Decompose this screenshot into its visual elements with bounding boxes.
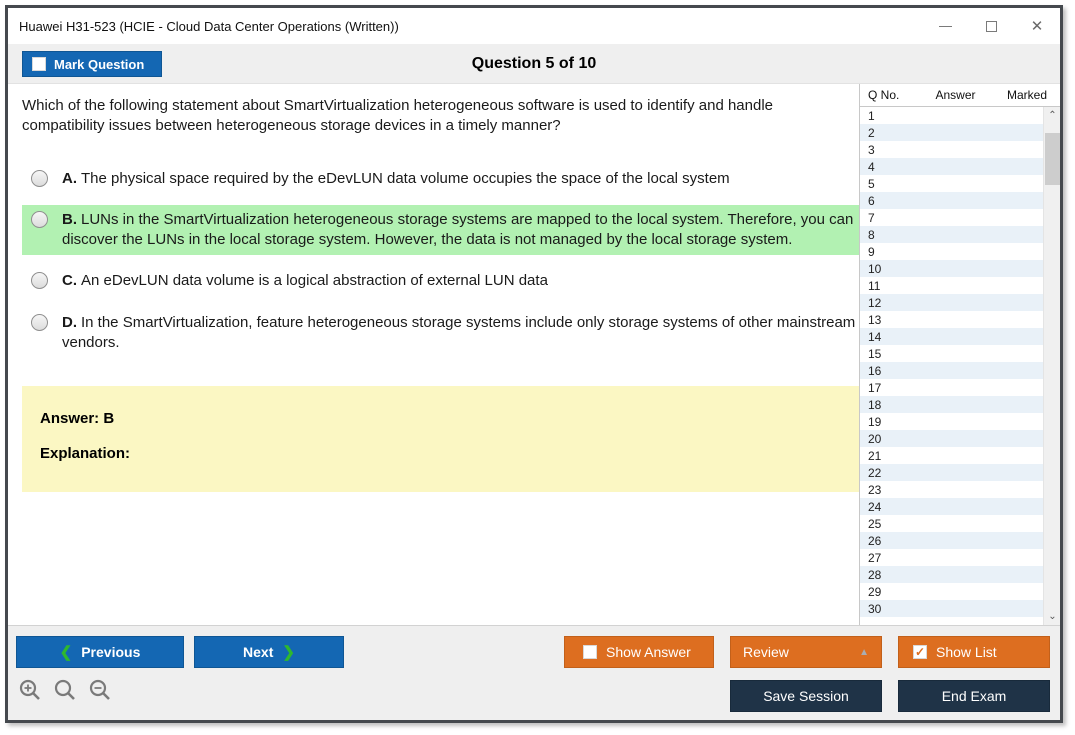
question-list-row[interactable]: 20 — [860, 430, 1043, 447]
next-label: Next — [243, 644, 274, 660]
scroll-up-icon[interactable]: ⌃ — [1048, 110, 1057, 121]
question-list-row[interactable]: 11 — [860, 277, 1043, 294]
question-list-row[interactable]: 27 — [860, 549, 1043, 566]
show-answer-checkbox[interactable] — [583, 645, 597, 659]
radio-button[interactable] — [31, 211, 48, 228]
maximize-icon — [986, 21, 997, 32]
question-list-row[interactable]: 5 — [860, 175, 1043, 192]
mark-question-label: Mark Question — [54, 56, 145, 72]
question-list-row[interactable]: 21 — [860, 447, 1043, 464]
question-list-header — [860, 84, 1060, 107]
question-list-row[interactable]: 16 — [860, 362, 1043, 379]
answer-option[interactable] — [22, 164, 859, 194]
minimize-icon — [939, 26, 952, 27]
chevron-right-icon: ❯ — [282, 644, 295, 661]
footer-bar — [8, 625, 1060, 723]
question-list-row[interactable]: 24 — [860, 498, 1043, 515]
scroll-down-icon[interactable]: ⌄ — [1048, 611, 1057, 622]
question-list-row[interactable]: 23 — [860, 481, 1043, 498]
review-dropdown[interactable] — [730, 636, 882, 668]
column-answer: Answer — [935, 88, 976, 102]
question-list-row[interactable]: 30 — [860, 600, 1043, 617]
answer-option[interactable] — [22, 205, 859, 256]
question-list-row[interactable]: 1 — [860, 107, 1043, 124]
minimize-button[interactable] — [922, 8, 968, 44]
column-qno: Q No. — [868, 88, 900, 102]
show-list-button[interactable] — [898, 636, 1050, 668]
answer-label: Answer: B — [40, 410, 115, 427]
option-letter: C. — [62, 272, 77, 290]
review-label: Review — [743, 644, 789, 660]
option-letter: A. — [62, 169, 77, 187]
question-list-row[interactable]: 13 — [860, 311, 1043, 328]
mark-question-button[interactable] — [22, 51, 162, 77]
show-list-checkbox[interactable]: ✓ — [914, 645, 926, 659]
zoom-reset-icon[interactable] — [53, 678, 77, 702]
question-list-row[interactable]: 6 — [860, 192, 1043, 209]
chevron-left-icon: ❮ — [59, 644, 73, 661]
end-exam-button[interactable] — [898, 680, 1050, 712]
zoom-in-icon[interactable] — [18, 678, 42, 702]
end-exam-label: End Exam — [941, 688, 1007, 704]
zoom-toolbar — [18, 678, 112, 702]
question-panel — [8, 84, 859, 625]
show-answer-label: Show Answer — [606, 644, 691, 660]
question-list-row[interactable]: 29 — [860, 583, 1043, 600]
question-list-row[interactable]: 12 — [860, 294, 1043, 311]
option-text: In the SmartVirtualization, feature heterogeneous storage systems include only storage systems of other mainstream vendors. — [62, 313, 856, 351]
question-list-panel — [859, 84, 1060, 625]
maximize-button[interactable] — [968, 8, 1014, 44]
question-list-row[interactable]: 26 — [860, 532, 1043, 549]
question-list-row[interactable]: 2 — [860, 124, 1043, 141]
question-list-row[interactable]: 14 — [860, 328, 1043, 345]
show-list-label: Show List — [936, 644, 997, 660]
question-list-row[interactable]: 19 — [860, 413, 1043, 430]
previous-button[interactable] — [16, 636, 184, 668]
option-text: An eDevLUN data volume is a logical abstraction of external LUN data — [81, 272, 548, 290]
radio-button[interactable] — [31, 314, 48, 331]
answer-option[interactable] — [22, 266, 859, 296]
question-list-row[interactable]: 8 — [860, 226, 1043, 243]
option-text: LUNs in the SmartVirtualization heterogeneous storage systems are mapped to the local system. Therefore, you can discover the LUNs in the local storage system. However, the data is not managed by the local storage system. — [62, 210, 854, 248]
next-button[interactable] — [194, 636, 344, 668]
header-band — [8, 44, 1060, 84]
question-list-row[interactable]: 18 — [860, 396, 1043, 413]
show-answer-button[interactable] — [564, 636, 714, 668]
option-text: The physical space required by the eDevLUN data volume occupies the space of the local system — [81, 169, 730, 187]
scrollbar-thumb[interactable] — [1045, 133, 1060, 185]
close-button[interactable] — [1014, 8, 1060, 44]
app-window — [5, 5, 1063, 723]
save-session-button[interactable] — [730, 680, 882, 712]
window-controls — [922, 8, 1060, 44]
question-counter: Question 5 of 10 — [471, 54, 597, 72]
radio-button[interactable] — [31, 170, 48, 187]
option-letter: B. — [62, 210, 77, 228]
question-list-row[interactable]: 7 — [860, 209, 1043, 226]
question-list-row[interactable]: 9 — [860, 243, 1043, 260]
question-list-row[interactable]: 22 — [860, 464, 1043, 481]
caret-up-icon: ▲ — [859, 646, 869, 658]
close-icon: ✕ — [1030, 18, 1044, 35]
question-text: Which of the following statement about SmartVirtualization heterogeneous software is used to identify and handle compatibility issues between heterogeneous storage devices in a timely manner? — [22, 97, 774, 135]
answer-box — [22, 386, 859, 492]
question-list-row[interactable]: 3 — [860, 141, 1043, 158]
radio-button[interactable] — [31, 272, 48, 289]
question-list-row[interactable]: 25 — [860, 515, 1043, 532]
mark-question-checkbox[interactable] — [32, 57, 46, 71]
window-title: Huawei H31-523 (HCIE - Cloud Data Center Operations (Written)) — [19, 18, 399, 34]
previous-label: Previous — [81, 644, 141, 660]
save-session-label: Save Session — [763, 688, 849, 704]
question-list-scrollbar[interactable] — [1043, 107, 1060, 625]
question-list-row[interactable]: 4 — [860, 158, 1043, 175]
column-marked: Marked — [1006, 88, 1047, 102]
option-letter: D. — [62, 313, 77, 331]
zoom-out-icon[interactable] — [88, 678, 112, 702]
explanation-label: Explanation: — [40, 445, 131, 462]
question-list-row[interactable]: 28 — [860, 566, 1043, 583]
question-list-row[interactable]: 10 — [860, 260, 1043, 277]
title-bar — [8, 8, 1060, 44]
question-list-row[interactable]: 17 — [860, 379, 1043, 396]
question-list — [860, 107, 1043, 625]
answer-option[interactable] — [22, 308, 859, 359]
question-list-row[interactable]: 15 — [860, 345, 1043, 362]
